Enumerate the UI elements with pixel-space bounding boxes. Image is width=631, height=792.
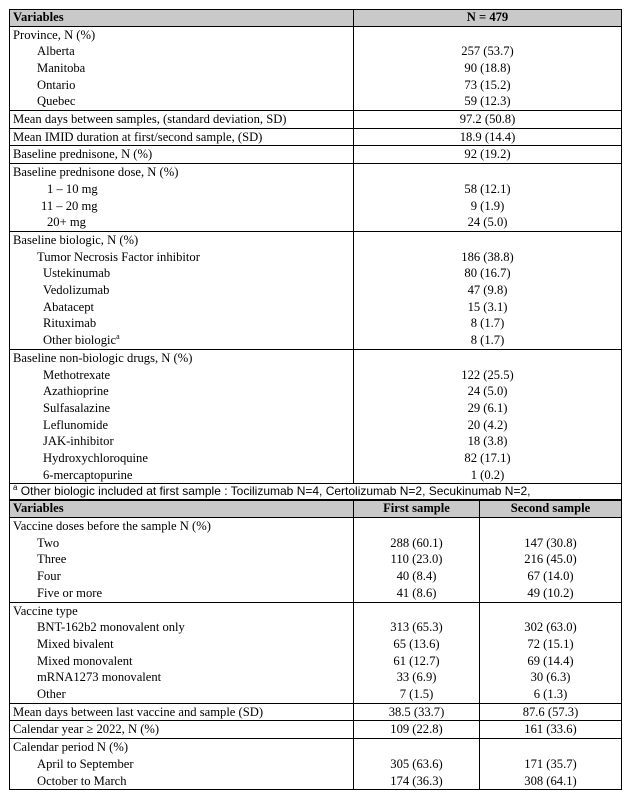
- table-row: [10, 653, 622, 670]
- section-prednisone-dose: [10, 164, 622, 181]
- section-vaccine-doses: [10, 517, 622, 534]
- row-label: 20+ mg: [10, 214, 354, 231]
- row-label: Mean IMID duration at first/second sample, (SD): [10, 128, 354, 146]
- section-biologic: [10, 231, 622, 248]
- row-value: 257 (53.7): [354, 43, 622, 60]
- row-label: Alberta: [10, 43, 354, 60]
- row-label: Two: [10, 535, 354, 552]
- row-second: 302 (63.0): [480, 619, 622, 636]
- table-row: [10, 315, 622, 332]
- row-first: 65 (13.6): [354, 636, 480, 653]
- row-label: Ustekinumab: [10, 265, 354, 282]
- row-label: Mixed monovalent: [10, 653, 354, 670]
- row-second: 147 (30.8): [480, 535, 622, 552]
- row-label: mRNA1273 monovalent: [10, 669, 354, 686]
- table-row: [10, 417, 622, 434]
- section-non-biologic: [10, 349, 622, 366]
- table-row-calendar-year: [10, 721, 622, 739]
- footnote-row: [10, 484, 622, 500]
- row-second: 49 (10.2): [480, 585, 622, 602]
- row-first: 305 (63.6): [354, 756, 480, 773]
- table2-header-row: [10, 501, 622, 518]
- row-label: Five or more: [10, 585, 354, 602]
- row-label: Baseline prednisone, N (%): [10, 146, 354, 164]
- row-value: 9 (1.9): [354, 198, 622, 215]
- table-row: [10, 433, 622, 450]
- vaccine-characteristics-table: [9, 500, 622, 790]
- row-label: Quebec: [10, 93, 354, 110]
- row-label: Abatacept: [10, 299, 354, 316]
- row-second: 69 (14.4): [480, 653, 622, 670]
- section-title: Baseline biologic, N (%): [10, 231, 354, 248]
- section-vaccine-type: [10, 602, 622, 619]
- section-title: Vaccine type: [10, 602, 354, 619]
- header-second-sample: Second sample: [480, 501, 622, 518]
- row-second: 67 (14.0): [480, 568, 622, 585]
- table1-header-row: [10, 10, 622, 27]
- row-label: JAK-inhibitor: [10, 433, 354, 450]
- baseline-characteristics-table: [9, 9, 622, 500]
- row-second: 216 (45.0): [480, 551, 622, 568]
- footnote-text: Other biologic included at first sample : Tocilizumab N=4, Certolizumab N=2, Secukinumab N=2,: [17, 484, 531, 499]
- row-value: 24 (5.0): [354, 214, 622, 231]
- row-first: 7 (1.5): [354, 686, 480, 703]
- row-second: 308 (64.1): [480, 773, 622, 790]
- table-row: [10, 669, 622, 686]
- row-value: 80 (16.7): [354, 265, 622, 282]
- row-label: Mean days between last vaccine and sample (SD): [10, 703, 354, 721]
- header-first-sample: First sample: [354, 501, 480, 518]
- row-second: 6 (1.3): [480, 686, 622, 703]
- table-row-mean-days: [10, 111, 622, 129]
- table-row: [10, 214, 622, 231]
- row-value: 58 (12.1): [354, 181, 622, 198]
- row-label: Hydroxychloroquine: [10, 450, 354, 467]
- table-row: [10, 93, 622, 110]
- table-row: [10, 77, 622, 94]
- section-title: Baseline prednisone dose, N (%): [10, 164, 354, 181]
- row-label: Leflunomide: [10, 417, 354, 434]
- row-label: BNT-162b2 monovalent only: [10, 619, 354, 636]
- row-label: Three: [10, 551, 354, 568]
- row-first: 33 (6.9): [354, 669, 480, 686]
- row-label: 6-mercaptopurine: [10, 467, 354, 484]
- row-first: 40 (8.4): [354, 568, 480, 585]
- row-label: Ontario: [10, 77, 354, 94]
- row-first: 313 (65.3): [354, 619, 480, 636]
- table-row: [10, 400, 622, 417]
- row-value: 15 (3.1): [354, 299, 622, 316]
- row-first: 41 (8.6): [354, 585, 480, 602]
- section-province: [10, 26, 622, 43]
- row-label: Sulfasalazine: [10, 400, 354, 417]
- table-row: [10, 265, 622, 282]
- table-row: [10, 551, 622, 568]
- table-row: [10, 636, 622, 653]
- row-value: 82 (17.1): [354, 450, 622, 467]
- row-value: 47 (9.8): [354, 282, 622, 299]
- row-value: 59 (12.3): [354, 93, 622, 110]
- table-row: [10, 383, 622, 400]
- table-row: [10, 332, 622, 349]
- footnote-mark: a: [13, 483, 18, 493]
- footnote: [10, 484, 622, 500]
- section-calendar-period: [10, 739, 622, 756]
- row-value: 20 (4.2): [354, 417, 622, 434]
- table-row: [10, 60, 622, 77]
- table-row: [10, 773, 622, 790]
- table-row: [10, 43, 622, 60]
- row-label: Tumor Necrosis Factor inhibitor: [10, 249, 354, 266]
- table-row: [10, 282, 622, 299]
- row-value: 1 (0.2): [354, 467, 622, 484]
- row-value: 73 (15.2): [354, 77, 622, 94]
- row-value: 8 (1.7): [354, 315, 622, 332]
- section-title: Vaccine doses before the sample N (%): [10, 517, 354, 534]
- row-label: Azathioprine: [10, 383, 354, 400]
- table-row: [10, 619, 622, 636]
- table-row: [10, 568, 622, 585]
- row-label: 1 – 10 mg: [10, 181, 354, 198]
- row-value: 18 (3.8): [354, 433, 622, 450]
- header-variables: Variables: [10, 10, 354, 27]
- footnote-marker: a: [116, 331, 120, 341]
- table-row-baseline-prednisone: [10, 146, 622, 164]
- row-second: 30 (6.3): [480, 669, 622, 686]
- section-title: Baseline non-biologic drugs, N (%): [10, 349, 354, 366]
- row-value: 29 (6.1): [354, 400, 622, 417]
- row-value: 186 (38.8): [354, 249, 622, 266]
- row-first: 109 (22.8): [354, 721, 480, 739]
- row-first: 38.5 (33.7): [354, 703, 480, 721]
- row-second: 72 (15.1): [480, 636, 622, 653]
- row-label: Methotrexate: [10, 367, 354, 384]
- header-n-total: N = 479: [354, 10, 622, 27]
- table-row-mean-days-vaccine: [10, 703, 622, 721]
- row-label: Rituximab: [10, 315, 354, 332]
- row-first: 174 (36.3): [354, 773, 480, 790]
- row-label: Vedolizumab: [10, 282, 354, 299]
- table-row-mean-imid: [10, 128, 622, 146]
- row-first: 61 (12.7): [354, 653, 480, 670]
- row-label: 11 – 20 mg: [10, 198, 354, 215]
- table-row: [10, 367, 622, 384]
- table-row: [10, 756, 622, 773]
- row-label: Other: [10, 686, 354, 703]
- header-variables: Variables: [10, 501, 354, 518]
- table-row: [10, 299, 622, 316]
- row-value: 90 (18.8): [354, 60, 622, 77]
- row-label: Other biologic: [43, 333, 117, 348]
- row-label: October to March: [10, 773, 354, 790]
- row-value: 92 (19.2): [354, 146, 622, 164]
- row-label: Mixed bivalent: [10, 636, 354, 653]
- row-second: 171 (35.7): [480, 756, 622, 773]
- table-row: [10, 249, 622, 266]
- table-row: [10, 450, 622, 467]
- row-first: 288 (60.1): [354, 535, 480, 552]
- section-title: Province, N (%): [10, 26, 354, 43]
- row-value: 24 (5.0): [354, 383, 622, 400]
- table-row: [10, 181, 622, 198]
- row-value: 122 (25.5): [354, 367, 622, 384]
- table-row: [10, 535, 622, 552]
- characteristics-document: [9, 9, 621, 790]
- row-second: 87.6 (57.3): [480, 703, 622, 721]
- row-label: Four: [10, 568, 354, 585]
- row-label: Mean days between samples, (standard deviation, SD): [10, 111, 354, 129]
- row-label: Manitoba: [10, 60, 354, 77]
- section-title: Calendar period N (%): [10, 739, 354, 756]
- row-label-other-biologic: [10, 332, 354, 349]
- row-value: 18.9 (14.4): [354, 128, 622, 146]
- table-row: [10, 585, 622, 602]
- row-value: 8 (1.7): [354, 332, 622, 349]
- table-row: [10, 467, 622, 484]
- row-label: Calendar year ≥ 2022, N (%): [10, 721, 354, 739]
- row-second: 161 (33.6): [480, 721, 622, 739]
- table-row: [10, 686, 622, 703]
- row-first: 110 (23.0): [354, 551, 480, 568]
- table-row: [10, 198, 622, 215]
- row-value: 97.2 (50.8): [354, 111, 622, 129]
- row-label: April to September: [10, 756, 354, 773]
